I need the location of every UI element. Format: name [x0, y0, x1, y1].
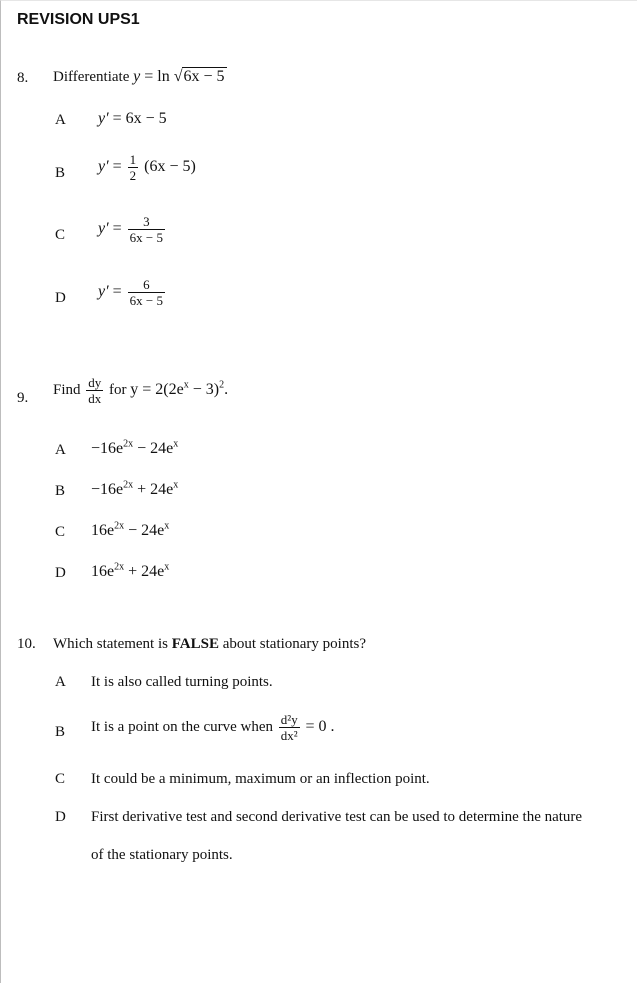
- question-9-number: 9.: [17, 390, 29, 406]
- q9-option-b: [91, 481, 178, 499]
- q10-text-pre: Which statement is: [53, 636, 168, 652]
- q8-d-frac-num: 6: [143, 277, 150, 292]
- page-title: REVISION UPS1: [17, 11, 140, 28]
- q9-a-term1: −16e: [91, 440, 124, 457]
- q9-a-sup1: 2x: [123, 438, 134, 450]
- question-9-text: [53, 375, 228, 406]
- q9-d-term1: 16e: [91, 563, 115, 580]
- q8-b-fraction: [128, 152, 139, 183]
- q9-a-term2: − 24e: [133, 440, 174, 457]
- q8-c-fraction: [128, 214, 165, 245]
- q9-a-sup2: x: [173, 438, 179, 450]
- q9-c-term1: 16e: [91, 522, 115, 539]
- q10-option-d-text-continued: of the stationary points.: [91, 847, 233, 863]
- q8-b-eq: =: [112, 158, 122, 176]
- q10-option-b: [91, 712, 334, 743]
- q10-text-post: about stationary points?: [222, 636, 367, 652]
- q9-c-term2: − 24e: [124, 522, 165, 539]
- q8-option-a-letter: A: [55, 112, 66, 128]
- q9-d-sup2: x: [164, 561, 170, 573]
- q8-option-b-letter: B: [55, 165, 66, 181]
- q10-option-c-letter: C: [55, 771, 66, 787]
- q9-expr-end: .: [224, 380, 229, 398]
- q9-option-d-letter: D: [55, 565, 66, 581]
- q9-expr-main: y = 2(2e: [130, 380, 184, 398]
- q8-c-frac-num: 3: [143, 214, 150, 229]
- q9-c-sup1: 2x: [114, 520, 125, 532]
- q8-c-eq: =: [112, 220, 122, 238]
- q8-d-frac-den: 6x − 5: [129, 293, 163, 308]
- q9-option-b-letter: B: [55, 483, 66, 499]
- q10-option-d-letter: D: [55, 809, 66, 825]
- q10-option-a-text: It is also called turning points.: [91, 674, 273, 690]
- q9-frac-den: dx: [88, 391, 102, 406]
- q9-find: Find: [53, 381, 81, 398]
- q9-option-a: [91, 440, 178, 458]
- q8-d-lhs: y′: [98, 283, 109, 301]
- q8-a-lhs: y′: [98, 110, 109, 127]
- question-8-expression: [133, 68, 226, 85]
- q9-c-sup2: x: [164, 520, 170, 532]
- q8-d-fraction: [128, 277, 165, 308]
- q9-option-a-letter: A: [55, 442, 66, 458]
- q10-b-frac-den: dx²: [280, 728, 298, 743]
- q8-eq-ln: = ln: [144, 68, 170, 85]
- q8-b-rhs: (6x − 5): [144, 158, 196, 176]
- q9-option-c: [91, 522, 169, 540]
- q8-b-frac-num: 1: [129, 152, 137, 167]
- q9-expr-tail: − 3): [188, 380, 220, 398]
- question-8-prompt: Differentiate: [53, 69, 130, 85]
- q8-c-lhs: y′: [98, 220, 109, 238]
- q9-b-sup1: 2x: [123, 479, 134, 491]
- q8-option-c-letter: C: [55, 227, 66, 243]
- q10-option-d-text: First derivative test and second derivative test can be used to determine the nature: [91, 809, 583, 825]
- sqrt-symbol: √6x − 5: [173, 68, 225, 85]
- question-8-number: 8.: [17, 70, 29, 86]
- q8-option-d-letter: D: [55, 290, 66, 306]
- q10-text-bold: FALSE: [171, 636, 219, 652]
- q8-b-frac-den: 2: [129, 168, 137, 183]
- q10-b-fraction: [279, 712, 300, 743]
- q9-expr-sup2: 2: [219, 379, 225, 391]
- q10-b-frac-num: d²y: [280, 712, 298, 727]
- q9-dydx-fraction: [86, 375, 103, 406]
- q9-b-term1: −16e: [91, 481, 124, 498]
- q10-b-tail: = 0 .: [305, 717, 335, 735]
- q9-d-term2: + 24e: [124, 563, 165, 580]
- q9-for: for: [109, 381, 127, 398]
- q8-d-eq: =: [112, 283, 122, 301]
- q9-expr-sup: x: [183, 379, 189, 391]
- question-8-text: [53, 68, 227, 86]
- q9-b-term2: + 24e: [133, 481, 174, 498]
- q8-option-d: [98, 277, 167, 308]
- q8-option-a: [98, 110, 167, 128]
- q10-b-text: It is a point on the curve when: [91, 718, 274, 735]
- q10-option-a-letter: A: [55, 674, 66, 690]
- q8-radicand: 6x − 5: [183, 68, 225, 85]
- q8-a-rhs: = 6x − 5: [112, 110, 167, 127]
- q8-var-y: y: [133, 68, 141, 85]
- q9-b-sup2: x: [173, 479, 179, 491]
- q8-b-lhs: y′: [98, 158, 109, 176]
- q8-option-b: [98, 152, 196, 183]
- question-10-text: [53, 636, 366, 653]
- q10-option-b-letter: B: [55, 724, 66, 740]
- q9-option-d: [91, 563, 169, 581]
- q9-expression: [130, 381, 228, 398]
- q8-option-c: [98, 214, 167, 245]
- q9-frac-num: dy: [88, 375, 102, 390]
- q10-option-c-text: It could be a minimum, maximum or an inflection point.: [91, 771, 430, 787]
- q8-c-frac-den: 6x − 5: [129, 230, 163, 245]
- question-10-number: 10.: [17, 636, 36, 652]
- q9-option-c-letter: C: [55, 524, 66, 540]
- q9-d-sup1: 2x: [114, 561, 125, 573]
